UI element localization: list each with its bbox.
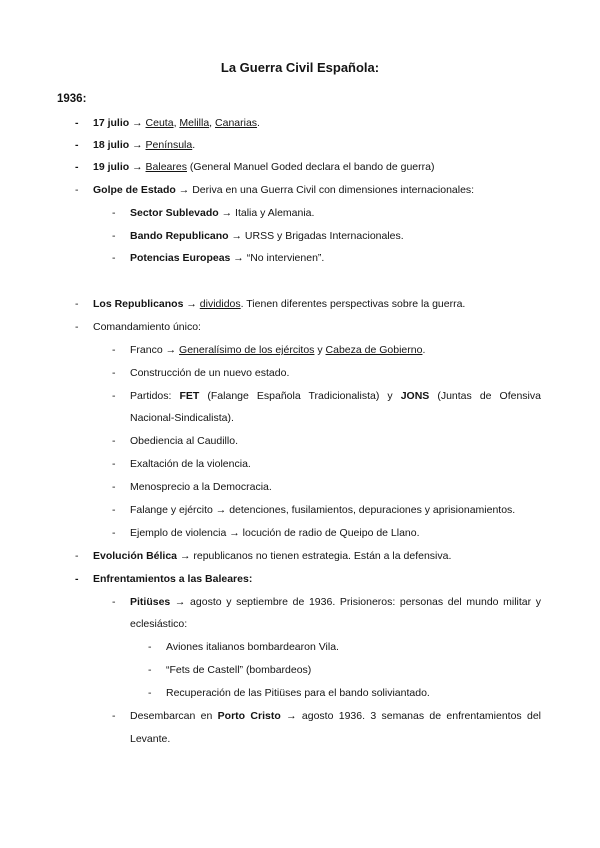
- bullet-dash: -: [112, 435, 116, 447]
- bullet-dash: -: [112, 596, 116, 608]
- bullet-dash: -: [75, 573, 79, 585]
- bullet-dash: -: [112, 252, 116, 264]
- bullet-dash: -: [75, 321, 79, 333]
- list-item: Pitiüses → agosto y septiembre de 1936. Prisioneros: personas del mundo militar y: [130, 596, 542, 608]
- bullet-dash: -: [75, 161, 79, 173]
- list-item: Exaltación de la violencia.: [130, 458, 251, 470]
- bullet-dash: -: [148, 641, 152, 653]
- list-item: 18 julio → Península.: [93, 139, 196, 151]
- bullet-dash: -: [75, 550, 79, 562]
- bullet-dash: -: [112, 504, 116, 516]
- list-item-continuation: eclesiástico:: [130, 618, 188, 630]
- list-item: “Fets de Castell” (bombardeos): [166, 664, 312, 676]
- bullet-dash: -: [112, 390, 116, 402]
- bullet-dash: -: [112, 458, 116, 470]
- list-item: Menosprecio a la Democracia.: [130, 481, 272, 493]
- list-item: Evolución Bélica → republicanos no tienen estrategia. Están a la defensiva.: [93, 550, 452, 562]
- list-item: Ejemplo de violencia → locución de radio de Queipo de Llano.: [130, 527, 420, 539]
- list-item: Enfrentamientos a las Baleares:: [93, 573, 253, 585]
- list-item: Comandamiento único:: [93, 321, 201, 333]
- page-title: La Guerra Civil Española:: [220, 60, 380, 75]
- list-item: Obediencia al Caudillo.: [130, 435, 238, 447]
- list-item: Construcción de un nuevo estado.: [130, 367, 290, 379]
- list-item: Desembarcan en Porto Cristo → agosto 1936. 3 semanas de enfrentamientos del: [130, 710, 542, 722]
- bullet-dash: -: [75, 184, 79, 196]
- bullet-dash: -: [112, 367, 116, 379]
- list-item: Partidos: FET (Falange Española Tradicionalista) y JONS (Juntas de Ofensiva: [130, 390, 541, 402]
- list-item: 17 julio → Ceuta, Melilla, Canarias.: [93, 117, 260, 129]
- bullet-dash: -: [148, 664, 152, 676]
- bullet-dash: -: [112, 344, 116, 356]
- list-item: Potencias Europeas → “No intervienen”.: [130, 252, 325, 264]
- list-item: Aviones italianos bombardearon Vila.: [166, 641, 339, 653]
- bullet-dash: -: [148, 687, 152, 699]
- list-item: Recuperación de las Pitiüses para el bando soliviantado.: [166, 687, 430, 699]
- list-item: Bando Republicano → URSS y Brigadas Internacionales.: [130, 230, 404, 242]
- bullet-dash: -: [75, 117, 79, 129]
- list-item-continuation: Levante.: [130, 733, 171, 745]
- list-item-continuation: Nacional-Sindicalista).: [130, 412, 234, 424]
- list-item: Golpe de Estado → Deriva en una Guerra Civil con dimensiones internacionales:: [93, 184, 475, 196]
- year-heading: 1936:: [57, 93, 87, 105]
- list-item: Los Republicanos → divididos. Tienen diferentes perspectivas sobre la guerra.: [93, 298, 466, 310]
- bullet-dash: -: [112, 710, 116, 722]
- list-item: Franco → Generalísimo de los ejércitos y Cabeza de Gobierno.: [130, 344, 426, 356]
- bullet-dash: -: [112, 207, 116, 219]
- bullet-dash: -: [112, 230, 116, 242]
- list-item: 19 julio → Baleares (General Manuel Goded declara el bando de guerra): [93, 161, 435, 173]
- bullet-dash: -: [112, 527, 116, 539]
- bullet-dash: -: [112, 481, 116, 493]
- list-item: Falange y ejército → detenciones, fusilamientos, depuraciones y aprisionamientos.: [130, 504, 516, 516]
- list-item: Sector Sublevado → Italia y Alemania.: [130, 207, 315, 219]
- bullet-dash: -: [75, 139, 79, 151]
- bullet-dash: -: [75, 298, 79, 310]
